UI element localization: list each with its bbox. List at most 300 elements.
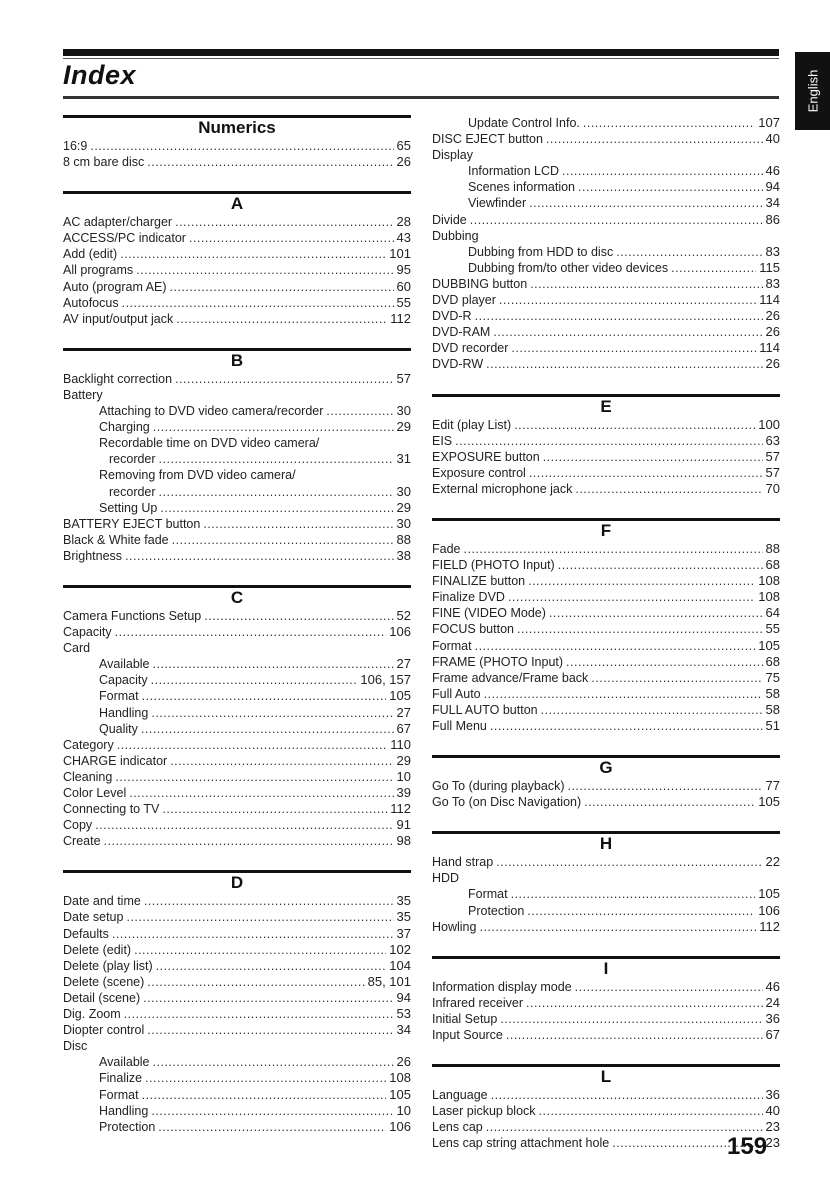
dot-leader bbox=[578, 179, 763, 195]
dot-leader bbox=[204, 608, 393, 624]
entry-page-ref: 75 bbox=[765, 669, 780, 685]
entry-label: Dubbing from HDD to disc bbox=[468, 244, 614, 259]
index-entry bbox=[63, 154, 411, 170]
entry-page-ref: 112 bbox=[390, 310, 411, 326]
dot-leader bbox=[124, 1006, 394, 1022]
entry-page-ref: 88 bbox=[396, 531, 411, 547]
entry-label: ACCESS/PC indicator bbox=[63, 231, 186, 246]
index-entry bbox=[63, 295, 411, 311]
entry-label: DUBBING button bbox=[432, 276, 528, 291]
dot-leader bbox=[575, 979, 763, 995]
entry-label: recorder bbox=[109, 452, 156, 467]
dot-leader bbox=[491, 1087, 763, 1103]
entry-label: Hand strap bbox=[432, 855, 494, 870]
entry-label: Frame advance/Frame back bbox=[432, 670, 589, 685]
index-entry bbox=[432, 654, 780, 670]
index-entry bbox=[63, 311, 411, 327]
index-section bbox=[63, 191, 411, 327]
index-entry bbox=[63, 548, 411, 564]
index-entry bbox=[63, 974, 411, 990]
dot-leader bbox=[151, 1103, 393, 1119]
section-heading: L bbox=[432, 1064, 780, 1086]
dot-leader bbox=[156, 958, 387, 974]
entry-label: Finalize bbox=[99, 1071, 143, 1086]
entry-label: Full Auto bbox=[432, 686, 481, 701]
entry-label: Dubbing bbox=[432, 228, 479, 243]
entry-page-ref: 26 bbox=[396, 154, 411, 170]
dot-leader bbox=[475, 638, 756, 654]
entry-page-ref: 22 bbox=[765, 854, 780, 870]
entry-label: DVD-R bbox=[432, 309, 472, 324]
entry-page-ref: 83 bbox=[765, 275, 780, 291]
dot-leader bbox=[136, 262, 393, 278]
dot-leader bbox=[517, 621, 763, 637]
entry-page-ref: 115 bbox=[759, 259, 780, 275]
entry-label: DISC EJECT button bbox=[432, 132, 543, 147]
index-entry bbox=[432, 638, 780, 654]
dot-leader bbox=[583, 115, 755, 131]
entry-label: Infrared receiver bbox=[432, 995, 524, 1010]
entry-label: Full Menu bbox=[432, 719, 487, 733]
dot-leader bbox=[528, 573, 755, 589]
section-heading: I bbox=[432, 956, 780, 978]
entry-page-ref: 24 bbox=[765, 994, 780, 1010]
dot-leader bbox=[122, 295, 394, 311]
index-entry bbox=[63, 909, 411, 925]
entry-label: Handling bbox=[99, 705, 149, 720]
index-section bbox=[63, 115, 411, 170]
dot-leader bbox=[142, 1087, 387, 1103]
entry-label: Go To (on Disc Navigation) bbox=[432, 795, 582, 810]
entry-page-ref: 10 bbox=[396, 768, 411, 784]
index-section bbox=[432, 394, 780, 497]
entry-label: Format bbox=[468, 887, 508, 902]
entry-label: DVD recorder bbox=[432, 341, 509, 356]
entry-label: EXPOSURE button bbox=[432, 449, 540, 464]
index-entry bbox=[432, 995, 780, 1011]
dot-leader bbox=[479, 919, 756, 935]
entry-label: Initial Setup bbox=[432, 1011, 498, 1026]
entry-page-ref: 30 bbox=[396, 483, 411, 499]
page-number: 159 bbox=[727, 1133, 768, 1160]
entry-label: CHARGE indicator bbox=[63, 753, 168, 768]
index-entry bbox=[432, 433, 780, 449]
entry-page-ref: 105 bbox=[758, 637, 780, 653]
index-entry bbox=[432, 449, 780, 465]
entry-page-ref: 83 bbox=[765, 243, 780, 259]
entry-page-ref: 104 bbox=[389, 957, 411, 973]
entry-label: FINALIZE button bbox=[432, 574, 526, 589]
entry-page-ref: 23 bbox=[765, 1135, 780, 1151]
index-entry bbox=[432, 147, 780, 163]
dot-leader bbox=[134, 942, 386, 958]
dot-leader bbox=[529, 195, 762, 211]
dot-leader bbox=[508, 589, 755, 605]
entry-page-ref: 58 bbox=[765, 685, 780, 701]
entry-page-ref: 67 bbox=[765, 1027, 780, 1043]
entry-label: Charging bbox=[99, 420, 150, 435]
dot-leader bbox=[539, 1103, 763, 1119]
dot-leader bbox=[189, 230, 394, 246]
entry-label: Dubbing from/to other video devices bbox=[468, 260, 669, 275]
entry-label: Disc bbox=[63, 1039, 88, 1054]
index-entry bbox=[63, 688, 411, 704]
dot-leader bbox=[125, 548, 393, 564]
section-heading: C bbox=[63, 585, 411, 607]
dot-leader bbox=[541, 702, 763, 718]
dot-leader bbox=[616, 244, 762, 260]
entry-label: Diopter control bbox=[63, 1023, 145, 1038]
entry-label: Autofocus bbox=[63, 295, 119, 310]
dot-leader bbox=[175, 371, 393, 387]
entry-page-ref: 35 bbox=[396, 893, 411, 909]
entry-label: Add (edit) bbox=[63, 247, 118, 262]
dot-leader bbox=[160, 500, 393, 516]
index-entry bbox=[63, 403, 411, 419]
entry-label: Format bbox=[99, 689, 139, 704]
entry-label: Lens cap bbox=[432, 1120, 483, 1135]
entry-label: Black & White fade bbox=[63, 532, 169, 547]
dot-leader bbox=[112, 926, 394, 942]
dot-leader bbox=[455, 433, 762, 449]
index-entry bbox=[432, 670, 780, 686]
entry-page-ref: 26 bbox=[765, 308, 780, 324]
entry-page-ref: 53 bbox=[396, 1006, 411, 1022]
entry-label: FIELD (PHOTO Input) bbox=[432, 558, 555, 573]
entry-page-ref: 107 bbox=[758, 115, 780, 130]
entry-label: DVD-RAM bbox=[432, 325, 491, 340]
dot-leader bbox=[153, 419, 394, 435]
entry-page-ref: 52 bbox=[396, 607, 411, 623]
entry-label: Copy bbox=[63, 818, 93, 833]
entry-label: Lens cap string attachment hole bbox=[432, 1136, 610, 1151]
entry-page-ref: 35 bbox=[396, 909, 411, 925]
entry-page-ref: 108 bbox=[758, 573, 780, 589]
section-heading: D bbox=[63, 870, 411, 892]
index-entry bbox=[432, 308, 780, 324]
entry-page-ref: 100 bbox=[758, 416, 780, 432]
index-entry bbox=[432, 854, 780, 870]
entry-label: Viewfinder bbox=[468, 196, 527, 211]
entry-label: Format bbox=[99, 1087, 139, 1102]
entry-label: BATTERY EJECT button bbox=[63, 516, 201, 531]
entry-label: AV input/output jack bbox=[63, 311, 174, 326]
entry-page-ref: 105 bbox=[758, 886, 780, 902]
index-entry bbox=[63, 279, 411, 295]
dot-leader bbox=[543, 449, 763, 465]
index-entry bbox=[432, 1103, 780, 1119]
entry-label: Removing from DVD video camera/ bbox=[99, 468, 296, 483]
index-entry bbox=[432, 979, 780, 995]
index-entry bbox=[63, 926, 411, 942]
entry-label: Connecting to TV bbox=[63, 802, 160, 817]
index-entry bbox=[432, 1011, 780, 1027]
entry-label: Quality bbox=[99, 721, 138, 736]
entry-page-ref: 108 bbox=[389, 1070, 411, 1086]
index-entry bbox=[432, 465, 780, 481]
entry-page-ref: 57 bbox=[396, 370, 411, 386]
entry-page-ref: 98 bbox=[396, 833, 411, 849]
dot-leader bbox=[126, 909, 393, 925]
entry-label: Protection bbox=[468, 903, 525, 918]
index-entry bbox=[432, 605, 780, 621]
index-entry bbox=[63, 817, 411, 833]
entry-page-ref: 105 bbox=[389, 1086, 411, 1102]
entry-label: DVD player bbox=[432, 293, 496, 308]
dot-leader bbox=[567, 778, 762, 794]
entry-label: Fade bbox=[432, 541, 461, 556]
dot-leader bbox=[159, 451, 394, 467]
entry-page-ref: 46 bbox=[765, 978, 780, 994]
index-entry bbox=[432, 115, 780, 131]
index-entry bbox=[432, 541, 780, 557]
dot-leader bbox=[147, 974, 364, 990]
entry-page-ref: 67 bbox=[396, 720, 411, 736]
dot-leader bbox=[120, 246, 386, 262]
entry-page-ref: 29 bbox=[396, 499, 411, 515]
dot-leader bbox=[486, 356, 762, 372]
entry-label: Delete (scene) bbox=[63, 974, 145, 989]
index-entry bbox=[63, 419, 411, 435]
entry-page-ref: 40 bbox=[765, 131, 780, 147]
dot-leader bbox=[176, 311, 387, 327]
entry-label: Divide bbox=[432, 212, 467, 227]
index-entry bbox=[432, 718, 780, 734]
section-heading: F bbox=[432, 518, 780, 540]
index-entry bbox=[432, 870, 780, 886]
entry-label: Handling bbox=[99, 1103, 149, 1118]
entry-page-ref: 58 bbox=[765, 701, 780, 717]
index-entry bbox=[63, 833, 411, 849]
index-entry bbox=[63, 672, 411, 688]
index-entry bbox=[63, 138, 411, 154]
index-entry bbox=[63, 640, 411, 656]
entry-page-ref: 102 bbox=[389, 941, 411, 957]
entry-label: Recordable time on DVD video camera/ bbox=[99, 436, 320, 451]
entry-label: Input Source bbox=[432, 1028, 503, 1043]
entry-page-ref: 114 bbox=[759, 340, 780, 356]
index-entry bbox=[63, 1022, 411, 1038]
entry-page-ref: 34 bbox=[396, 1022, 411, 1038]
index-entry bbox=[432, 228, 780, 244]
entry-label: Howling bbox=[432, 919, 477, 934]
dot-leader bbox=[514, 417, 755, 433]
index-entry bbox=[432, 481, 780, 497]
index-entry bbox=[63, 516, 411, 532]
index-section bbox=[432, 956, 780, 1043]
dot-leader bbox=[671, 260, 756, 276]
entry-label: Battery bbox=[63, 387, 103, 402]
index-section bbox=[432, 755, 780, 810]
dot-leader bbox=[147, 154, 393, 170]
index-entry bbox=[63, 942, 411, 958]
entry-label: Finalize DVD bbox=[432, 590, 505, 605]
entry-label: 16:9 bbox=[63, 139, 88, 153]
section-heading: H bbox=[432, 831, 780, 853]
entry-page-ref: 23 bbox=[765, 1119, 780, 1135]
index-entry bbox=[432, 686, 780, 702]
header-rule-thin bbox=[63, 58, 779, 59]
entry-label: Backlight correction bbox=[63, 371, 173, 386]
index-entry bbox=[63, 532, 411, 548]
section-heading: A bbox=[63, 191, 411, 213]
dot-leader bbox=[172, 532, 394, 548]
dot-leader bbox=[129, 785, 393, 801]
index-section bbox=[432, 831, 780, 934]
entry-page-ref: 86 bbox=[765, 211, 780, 227]
dot-leader bbox=[151, 705, 393, 721]
index-entry bbox=[63, 371, 411, 387]
index-entry bbox=[63, 737, 411, 753]
dot-leader bbox=[115, 769, 393, 785]
entry-label: Defaults bbox=[63, 926, 109, 941]
dot-leader bbox=[141, 721, 394, 737]
dot-leader bbox=[175, 214, 393, 230]
entry-label: Attaching to DVD video camera/recorder bbox=[99, 404, 324, 419]
language-tab bbox=[795, 52, 830, 130]
entry-label: External microphone jack bbox=[432, 481, 573, 496]
index-entry bbox=[432, 1027, 780, 1043]
index-entry bbox=[63, 1038, 411, 1054]
index-entry bbox=[432, 886, 780, 902]
dot-leader bbox=[470, 212, 763, 228]
dot-leader bbox=[203, 516, 393, 532]
language-tab-label: English bbox=[805, 69, 820, 113]
entry-page-ref: 63 bbox=[765, 432, 780, 448]
entry-label: Brightness bbox=[63, 548, 123, 563]
index-entry bbox=[432, 919, 780, 935]
entry-label: Date and time bbox=[63, 894, 141, 909]
entry-page-ref: 29 bbox=[396, 752, 411, 768]
entry-page-ref: 34 bbox=[765, 195, 780, 211]
dot-leader bbox=[496, 854, 762, 870]
entry-page-ref: 105 bbox=[389, 688, 411, 704]
dot-leader bbox=[499, 292, 756, 308]
index-entry bbox=[63, 705, 411, 721]
index-entry bbox=[63, 467, 411, 483]
dot-leader bbox=[153, 1054, 394, 1070]
entry-page-ref: 91 bbox=[396, 817, 411, 833]
index-entry bbox=[432, 589, 780, 605]
entry-label: All programs bbox=[63, 263, 134, 278]
entry-label: Information LCD bbox=[468, 164, 560, 179]
entry-page-ref: 46 bbox=[765, 163, 780, 179]
dot-leader bbox=[145, 1070, 386, 1086]
dot-leader bbox=[506, 1027, 763, 1043]
index-entry bbox=[63, 214, 411, 230]
entry-page-ref: 60 bbox=[396, 278, 411, 294]
dot-leader bbox=[511, 886, 756, 902]
entry-page-ref: 85, 101 bbox=[367, 973, 411, 989]
entry-page-ref: 55 bbox=[765, 621, 780, 637]
entry-label: Delete (play list) bbox=[63, 958, 153, 973]
index-entry bbox=[63, 893, 411, 909]
section-heading: E bbox=[432, 394, 780, 416]
index-entry bbox=[432, 356, 780, 372]
index-entry bbox=[432, 702, 780, 718]
entry-page-ref: 10 bbox=[396, 1102, 411, 1118]
dot-leader bbox=[530, 276, 762, 292]
dot-leader bbox=[484, 686, 763, 702]
index-entry bbox=[432, 195, 780, 211]
dot-leader bbox=[142, 688, 387, 704]
index-entry bbox=[63, 769, 411, 785]
dot-leader bbox=[170, 753, 393, 769]
dot-leader bbox=[162, 801, 387, 817]
index-section bbox=[432, 518, 780, 734]
entry-label: Display bbox=[432, 148, 473, 163]
entry-label: FINE (VIDEO Mode) bbox=[432, 606, 546, 621]
dot-leader bbox=[511, 340, 756, 356]
section-heading: Numerics bbox=[63, 115, 411, 137]
index-entry bbox=[63, 1087, 411, 1103]
entry-page-ref: 114 bbox=[759, 292, 780, 308]
entry-label: 8 cm bare disc bbox=[63, 155, 145, 170]
entry-page-ref: 112 bbox=[390, 801, 411, 817]
index-entry bbox=[432, 573, 780, 589]
dot-leader bbox=[575, 481, 762, 497]
dot-leader bbox=[147, 1022, 393, 1038]
dot-leader bbox=[117, 737, 388, 753]
entry-page-ref: 108 bbox=[758, 589, 780, 605]
entry-page-ref: 40 bbox=[765, 1103, 780, 1119]
dot-leader bbox=[115, 624, 387, 640]
index-entry bbox=[432, 163, 780, 179]
entry-label: Camera Functions Setup bbox=[63, 608, 202, 623]
entry-page-ref: 55 bbox=[396, 294, 411, 310]
entry-label: FRAME (PHOTO Input) bbox=[432, 654, 564, 669]
entry-label: Go To (during playback) bbox=[432, 779, 565, 794]
index-entry bbox=[432, 260, 780, 276]
entry-page-ref: 105 bbox=[758, 794, 780, 810]
index-entry bbox=[63, 387, 411, 403]
entry-page-ref: 94 bbox=[765, 179, 780, 195]
entry-label: Detail (scene) bbox=[63, 990, 141, 1005]
entry-label: EIS bbox=[432, 433, 453, 448]
index-entry bbox=[432, 1087, 780, 1103]
entry-page-ref: 37 bbox=[396, 925, 411, 941]
entry-page-ref: 95 bbox=[396, 262, 411, 278]
entry-page-ref: 64 bbox=[765, 605, 780, 621]
entry-page-ref: 88 bbox=[765, 540, 780, 556]
index-entry bbox=[63, 500, 411, 516]
index-entry bbox=[63, 1054, 411, 1070]
index-entry bbox=[63, 624, 411, 640]
index-entry bbox=[432, 557, 780, 573]
index-entry bbox=[432, 621, 780, 637]
entry-label: Color Level bbox=[63, 786, 127, 800]
dot-leader bbox=[464, 541, 763, 557]
dot-leader bbox=[90, 138, 393, 154]
entry-page-ref: 68 bbox=[765, 653, 780, 669]
index-entry bbox=[63, 1119, 411, 1135]
entry-label: Card bbox=[63, 641, 91, 656]
index-entry bbox=[432, 244, 780, 260]
entry-page-ref: 94 bbox=[396, 989, 411, 1005]
entry-label: Cleaning bbox=[63, 769, 113, 784]
index-entry bbox=[63, 721, 411, 737]
entry-label: Scenes information bbox=[468, 180, 576, 195]
entry-label: Delete (edit) bbox=[63, 942, 132, 957]
entry-page-ref: 57 bbox=[765, 448, 780, 464]
page-title: Index bbox=[63, 60, 137, 90]
entry-page-ref: 26 bbox=[765, 324, 780, 340]
index-entry bbox=[63, 656, 411, 672]
dot-leader bbox=[529, 465, 763, 481]
dot-leader bbox=[584, 794, 755, 810]
entry-label: FOCUS button bbox=[432, 622, 514, 637]
index-entry bbox=[63, 1070, 411, 1086]
